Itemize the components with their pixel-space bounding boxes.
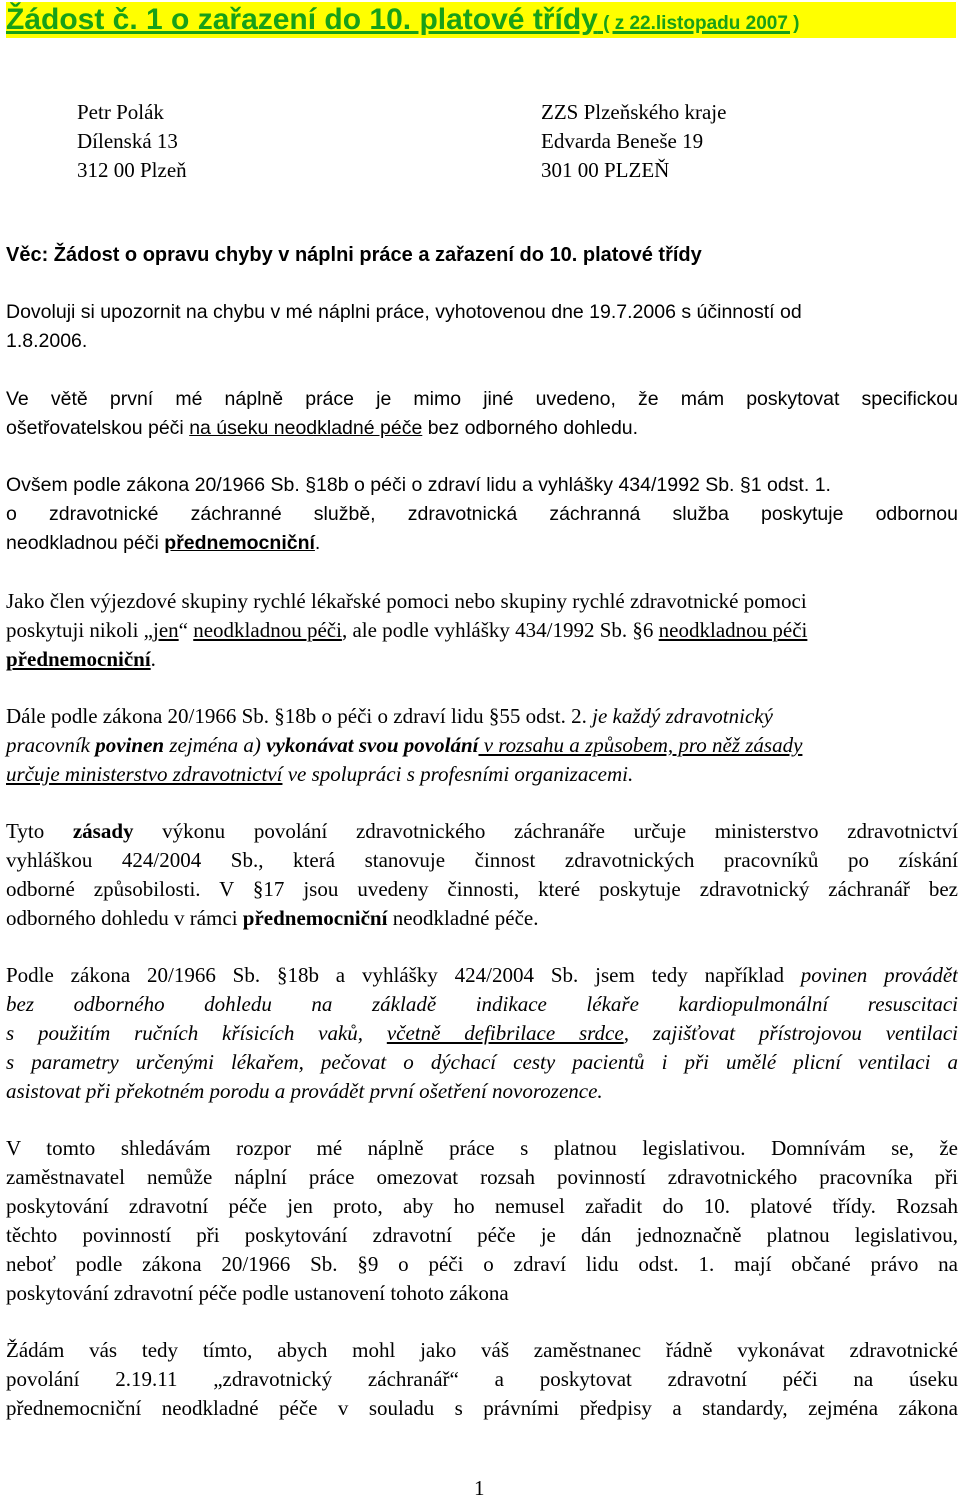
p5-d: povinen xyxy=(95,733,165,757)
p5-line3 xyxy=(6,760,633,789)
p6-line1 xyxy=(6,817,958,846)
p4-h: . xyxy=(150,647,156,671)
p5-h: určuje ministerstvo zdravotnictví xyxy=(6,762,283,786)
p6-line2: vyhláškou 424/2004 Sb., která stanovuje činnost zdravotnických pracovníků po získání xyxy=(6,848,958,872)
p9-line2: povolání 2.19.11 „zdravotnický záchranář“ a poskytovat zdravotní péči na úseku xyxy=(6,1367,958,1391)
p7-line1 xyxy=(6,961,958,990)
p4-g: přednemocniční xyxy=(6,647,151,671)
p2-text-end: bez odborného dohledu. xyxy=(422,417,639,439)
recipient-street: Edvarda Beneše 19 xyxy=(541,129,704,153)
sender-city: 312 00 Plzeň xyxy=(77,158,187,182)
recipient-address xyxy=(541,98,726,185)
sender-name: Petr Polák xyxy=(77,100,164,124)
p8-line5: neboť podle zákona 20/1966 Sb. §9 o péči o zdraví lidu odst. 1. mají občané právo na xyxy=(6,1252,958,1276)
p3-end: . xyxy=(314,532,321,554)
recipient-name: ZZS Plzeňského kraje xyxy=(541,100,727,124)
p3-text: neodkladnou péči xyxy=(6,532,165,554)
p3-bold: přednemocniční xyxy=(164,532,315,554)
p6-e: přednemocniční xyxy=(242,906,388,930)
p7-c: s použitím ručních křísicích vaků, xyxy=(6,1021,387,1045)
p4-f: neodkladnou péči xyxy=(658,618,808,642)
p7-line5: asistovat při překotném porodu a provádět první ošetření novorozence. xyxy=(6,1079,603,1103)
p1-line1: Dovoluji si upozornit na chybu v mé náplni práce, vyhotovenou dne 19.7.2006 s účinností od xyxy=(6,301,802,323)
p3-line1: Ovšem podle zákona 20/1966 Sb. §18b o péči o zdraví lidu a vyhlášky 434/1992 Sb. §1 odst. 1. xyxy=(6,474,831,496)
title-main: Žádost č. 1 o zařazení do 10. platové třídy xyxy=(6,3,598,36)
p5-c: pracovník xyxy=(6,733,96,757)
p9-line1: Žádám vás tedy tímto, abych mohl jako váš zaměstnanec řádně vykonávat zdravotnické xyxy=(6,1338,958,1362)
p1-line2: 1.8.2006. xyxy=(6,330,88,352)
p6-d: odborného dohledu v rámci xyxy=(6,906,243,930)
title-sub: ( z 22.listopadu 2007 ) xyxy=(597,13,800,34)
p5-i: ve spolupráci s profesními organizacemi. xyxy=(282,762,634,786)
p3-line3 xyxy=(6,529,320,558)
p5-g: v rozsahu a způsobem, pro něž zásady xyxy=(478,733,803,757)
p4-e: , ale podle vyhlášky 434/1992 Sb. §6 xyxy=(341,618,659,642)
p4-a: poskytuji nikoli „ xyxy=(6,618,153,642)
p4-c: “ xyxy=(178,618,194,642)
p8-line4: těchto povinností při poskytování zdravotní péče je dán jednoznačně platnou legislativou, xyxy=(6,1223,958,1247)
p3-line2: o zdravotnické záchranné službě, zdravotnická záchranná služba poskytuje odbornou xyxy=(6,503,958,525)
p6-f: neodkladné péče. xyxy=(387,906,539,930)
p8-line1: V tomto shledávám rozpor mé náplně práce s platnou legislativou. Domnívám se, že xyxy=(6,1136,958,1160)
p7-a: Podle zákona 20/1966 Sb. §18b a vyhlášky 424/2004 Sb. jsem tedy například xyxy=(6,963,801,987)
p7-line4: s parametry určenými lékařem, pečovat o dýchací cesty pacientů i při umělé plicní ventilaci a xyxy=(6,1050,958,1074)
p5-f: vykonávat svou povolání xyxy=(266,733,479,757)
document-title xyxy=(6,2,956,38)
p8-line6: poskytování zdravotní péče podle ustanovení tohoto zákona xyxy=(6,1281,509,1305)
p5-a: Dále podle zákona 20/1966 Sb. §18b o péči o zdraví lidu §55 odst. 2. xyxy=(6,704,593,728)
page-number: 1 xyxy=(474,1476,485,1500)
p7-line3 xyxy=(6,1019,958,1048)
p7-d: včetně defibrilace srdce xyxy=(386,1021,624,1045)
recipient-city: 301 00 PLZEŇ xyxy=(541,158,670,182)
p8-line2: zaměstnavatel nemůže náplní práce omezovat rozsah povinností zdravotnického pracovníka při xyxy=(6,1165,958,1189)
p6-line3: odborné způsobilosti. V §17 jsou uvedeny činnosti, které poskytuje zdravotnický záchranář bez xyxy=(6,877,958,901)
p4-d: neodkladnou péči xyxy=(193,618,342,642)
p7-e: , zajišťovat přístrojovou ventilaci xyxy=(623,1021,958,1045)
p7-line2: bez odborného dohledu na základě indikace lékaře kardiopulmonální resuscitaci xyxy=(6,992,958,1016)
p6-c: výkonu povolání zdravotnického záchranáře určuje ministerstvo zdravotnictví xyxy=(133,819,958,843)
p4-line3 xyxy=(6,645,156,674)
p9-line3: přednemocniční neodkladné péče v souladu s právními předpisy a standardy, zejména zákona xyxy=(6,1396,958,1420)
p5-b: je každý zdravotnický xyxy=(592,704,773,728)
p5-e: zejména a) xyxy=(164,733,267,757)
sender-street: Dílenská 13 xyxy=(77,129,178,153)
p2-line2 xyxy=(6,414,638,443)
p4-b: jen xyxy=(153,618,179,642)
p6-b: zásady xyxy=(72,819,134,843)
p2-line1: Ve větě první mé náplně práce je mimo jiné uvedeno, že mám poskytovat specifickou xyxy=(6,388,958,410)
p5-line1 xyxy=(6,702,773,731)
p5-line2 xyxy=(6,731,802,760)
p6-line4 xyxy=(6,904,538,933)
p6-a: Tyto xyxy=(6,819,73,843)
sender-address xyxy=(77,98,187,185)
subject-line: Věc: Žádost o opravu chyby v náplni práce a zařazení do 10. platové třídy xyxy=(6,244,702,266)
p2-underlined: na úseku neodkladné péče xyxy=(189,417,423,439)
p8-line3: poskytování zdravotní péče jen proto, aby ho nemusel zařadit do 10. platové třídy. Rozsah xyxy=(6,1194,958,1218)
p7-b: povinen provádět xyxy=(800,963,958,987)
p4-line1: Jako člen výjezdové skupiny rychlé lékařské pomoci nebo skupiny rychlé zdravotnické pomoci xyxy=(6,589,807,613)
p2-text: ošetřovatelskou péči xyxy=(6,417,190,439)
p4-line2 xyxy=(6,616,807,645)
